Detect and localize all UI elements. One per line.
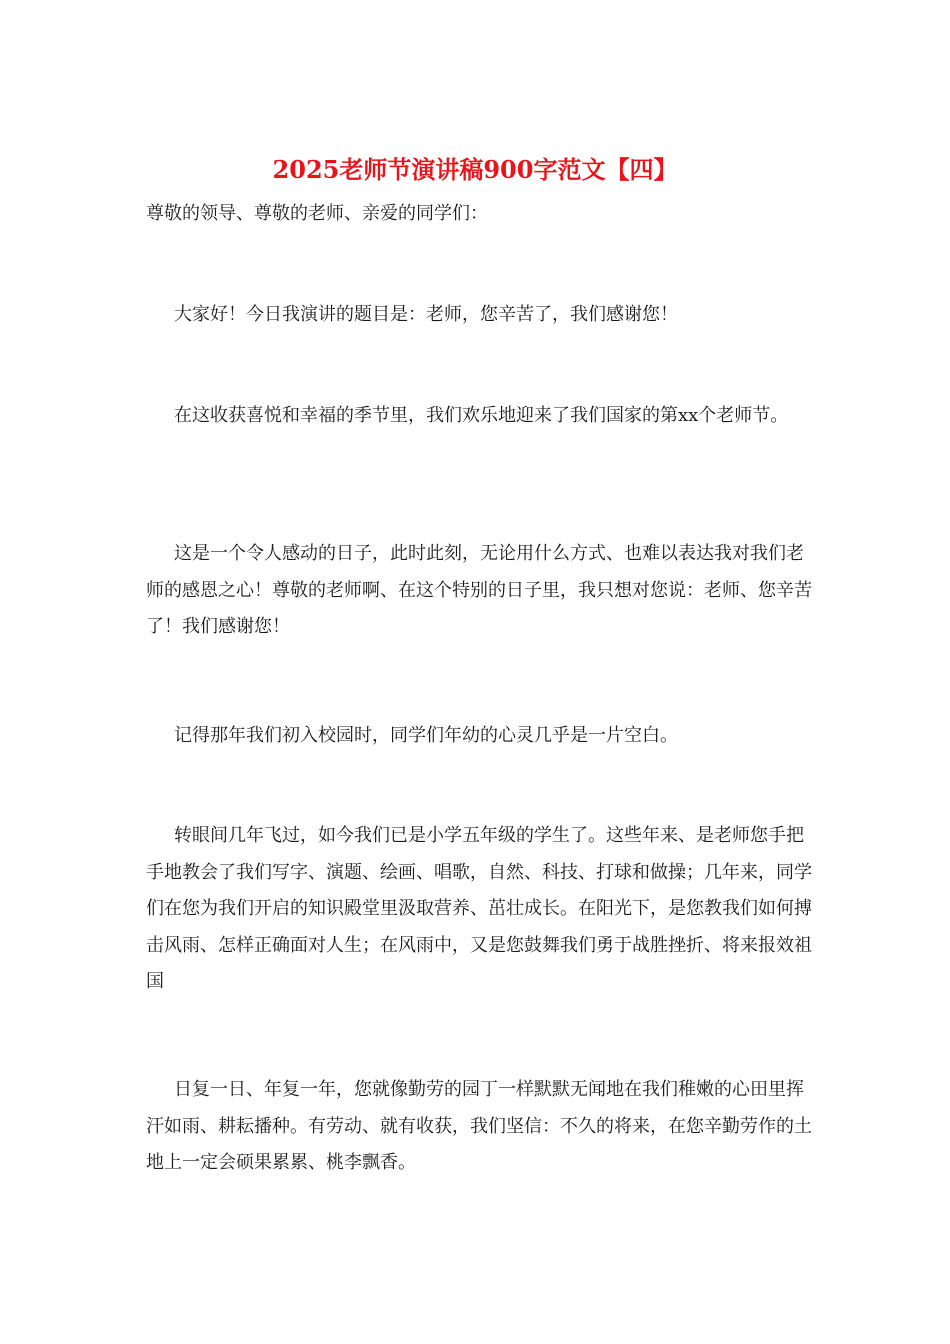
paragraph-gratitude: 这是一个令人感动的日子，此时此刻，无论用什么方式、也难以表达我对我们老师的感恩之心！尊敬的老师啊、在这个特别的日子里，我只想对您说：老师、您辛苦了！我们感谢您！ <box>146 543 812 637</box>
paragraph-gardener: 日复一日、年复一年，您就像勤劳的园丁一样默默无闻地在我们稚嫩的心田里挥汗如雨、耕耘播种。有劳动、就有收获，我们坚信：不久的将来，在您辛勤劳作的土地上一定会硕果累累、桃李飘香。 <box>146 1079 812 1173</box>
document-title: 2025老师节演讲稿900字范文【四】 <box>272 155 678 184</box>
paragraph-greeting: 大家好！今日我演讲的题目是：老师，您辛苦了，我们感谢您！ <box>174 304 678 325</box>
salutation: 尊敬的领导、尊敬的老师、亲爱的同学们： <box>146 203 488 224</box>
paragraph-memory: 记得那年我们初入校园时，同学们年幼的心灵几乎是一片空白。 <box>174 725 678 746</box>
paragraph-season: 在这收获喜悦和幸福的季节里，我们欢乐地迎来了我们国家的第xx个老师节。 <box>174 405 789 426</box>
paragraph-growth: 转眼间几年飞过，如今我们已是小学五年级的学生了。这些年来、是老师您手把手地教会了我们写字、演题、绘画、唱歌，自然、科技、打球和做操；几年来，同学们在您为我们开启的知识殿堂里汲取营养、茁壮成长。在阳光下，是您教我们如何搏击风雨、怎样正确面对人生；在风雨中，又是您鼓舞我们勇于战胜挫折、将来报效祖国 <box>146 825 812 992</box>
